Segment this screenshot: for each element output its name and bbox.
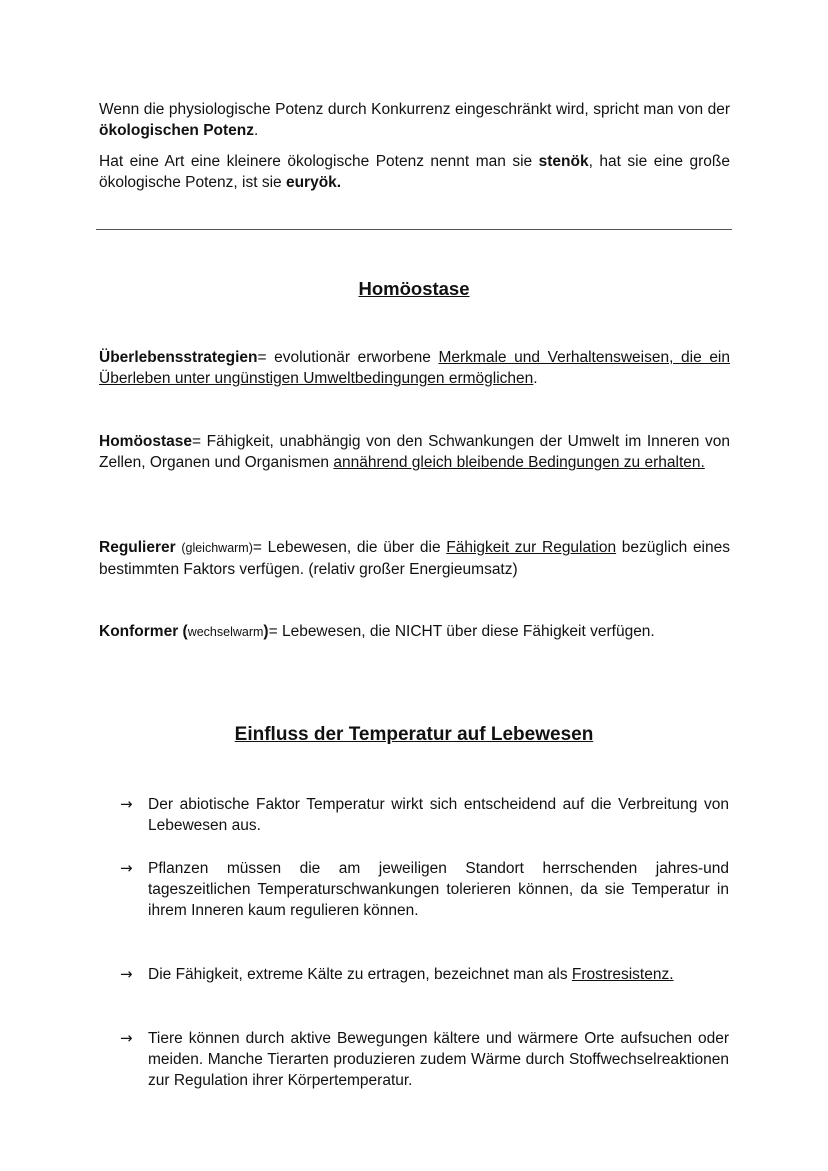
paragraph-stenoek-euryoek: Hat eine Art eine kleinere ökologische Potenz nennt man sie stenök, hat sie eine große ökologische Potenz, ist sie euryök.	[99, 153, 730, 191]
definition-ueberlebensstrategien: Überlebensstrategien= evolutionär erworbene Merkmale und Verhaltensweisen, die ein Überleben unter ungünstigen Umweltbedingungen ermöglichen.	[99, 349, 730, 387]
definition-regulierer: Regulierer (gleichwarm)= Lebewesen, die über die Fähigkeit zur Regulation bezüglich eines bestimmten Faktors verfügen. (relativ großer Energieumsatz)	[99, 539, 730, 578]
arrow-right-icon: →	[120, 795, 133, 813]
paragraph-oekologische-potenz: Wenn die physiologische Potenz durch Konkurrenz eingeschränkt wird, spricht man von der ökologischen Potenz.	[99, 101, 730, 139]
term-frostresistenz: Frostresistenz.	[571, 966, 674, 983]
document-page: Wenn die physiologische Potenz durch Konkurrenz eingeschränkt wird, spricht man von der ökologischen Potenz. Hat eine Art eine kleinere ökologische Potenz nennt man sie stenök, hat sie eine große ökologische Potenz, ist sie euryök. Homöostase Überlebensstrategien= evolutionär erworbene Merkmale und Verhaltensweisen, die ein Überleben unter ungünstigen Umweltbedingungen ermöglichen. Homöostase= Fähigkeit, unabhängig von den Schwankungen der Umwelt im Inneren von Zellen, Organen und Organismen annährend gleich bleibende Bedingungen zu erhalten. Regulierer (gleichwarm)= Lebewesen, die über die Fähigkeit zur Regulation bezüglich eines bestimmten Faktors verfügen. (relativ großer Energieumsatz) Konformer (wechselwarm)= Lebewesen, die NICHT über diese Fähigkeit verfügen. Einfluss der Temperatur auf Lebewesen → Der abiotische Faktor Temperatur wirkt sich entscheidend auf die Verbreitung von Lebewesen aus. → Pflanzen müssen die am jeweiligen Standort herrschenden jahres-und tageszeitlichen Temperaturschwankungen tolerieren können, da sie Temperatur in ihrem Inneren kaum regulieren können. → Die Fähigkeit, extreme Kälte zu ertragen, bezeichnet man als Frostresistenz. → Tiere können durch aktive Bewegungen kältere und wärmere Orte aufsuchen oder meiden. Manche Tierarten produzieren zudem Wärme durch Stoffwechselreaktionen zur Regulation ihrer Körpertemperatur.	[0, 0, 828, 1171]
definition-homoeostase: Homöostase= Fähigkeit, unabhängig von den Schwankungen der Umwelt im Inneren von Zellen, Organen und Organismen annährend gleich bleibende Bedingungen zu erhalten.	[99, 433, 730, 471]
term-euryoek: euryök.	[285, 174, 342, 191]
definition-konformer: Konformer (wechselwarm)= Lebewesen, die NICHT über diese Fähigkeit verfügen.	[99, 623, 655, 640]
horizontal-divider	[96, 229, 732, 230]
term-oekologische-potenz: ökologischen Potenz	[99, 122, 255, 139]
arrow-right-icon: →	[120, 859, 133, 877]
heading-homoeostase: Homöostase	[358, 278, 470, 299]
heading-einfluss-temperatur: Einfluss der Temperatur auf Lebewesen	[234, 724, 594, 745]
term-stenoek: stenök	[538, 153, 589, 170]
arrow-right-icon: →	[120, 965, 133, 983]
arrow-right-icon: →	[120, 1029, 133, 1047]
